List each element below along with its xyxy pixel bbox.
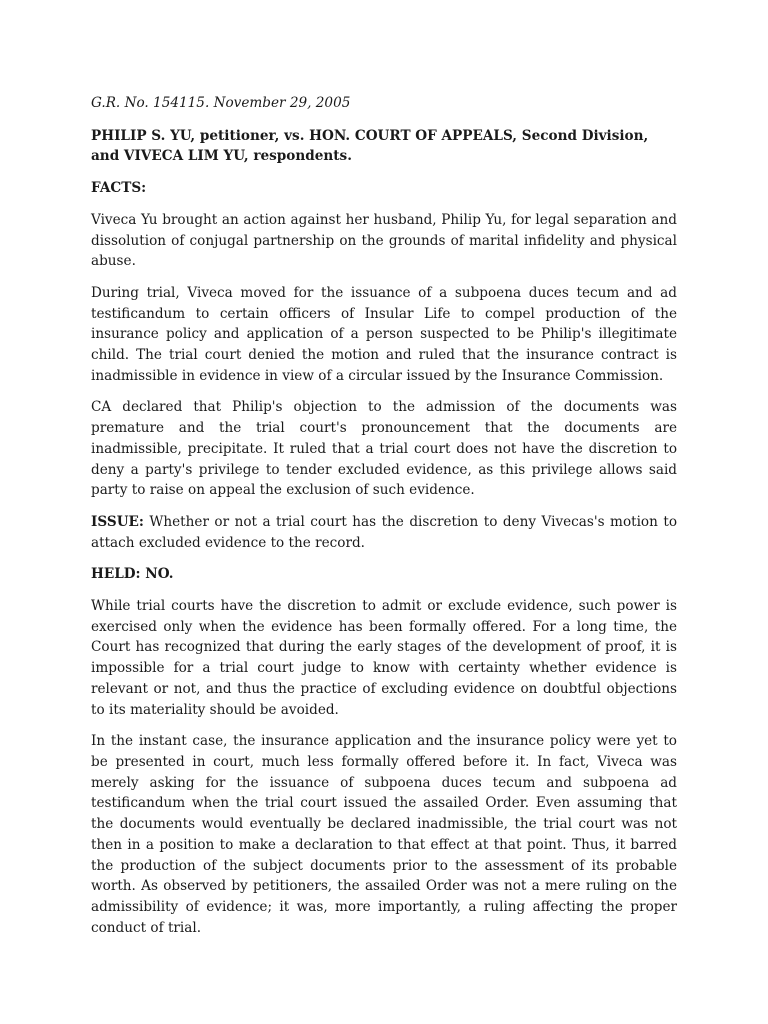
facts-paragraph: Viveca Yu brought an action against her husband, Philip Yu, for legal separation and dissolution of conjugal partnership on the grounds of marital infidelity and physical abuse.	[91, 211, 677, 270]
held-heading: HELD: NO.	[91, 566, 174, 583]
issue-text: Whether or not a trial court has the discretion to deny Vivecas's motion to attach excluded evidence to the record.	[91, 513, 677, 551]
case-parties: PHILIP S. YU, petitioner, vs. HON. COURT OF APPEALS, Second Division, and VIVECA LIM YU, respondents.	[91, 127, 649, 165]
held-paragraph: While trial courts have the discretion to admit or exclude evidence, such power is exercised only when the evidence has been formally offered. For a long time, the Court has recognized that during the early stages of the development of proof, it is impossible for a trial court judge to know with certainty whether evidence is relevant or not, and thus the practice of excluding evidence on doubtful objections to its materiality should be avoided.	[91, 598, 677, 718]
case-citation: G.R. No. 154115. November 29, 2005	[91, 95, 351, 111]
facts-paragraph: CA declared that Philip's objection to the admission of the documents was premature and the trial court's pronouncement that the documents are inadmissible, precipitate. It ruled that a trial court does not have the discretion to deny a party's privilege to tender excluded evidence, as this privilege allows said party to raise on appeal the exclusion of such evidence.	[91, 399, 677, 499]
facts-paragraph: During trial, Viveca moved for the issuance of a subpoena duces tecum and ad testificandum to certain officers of Insular Life to compel production of the insurance policy and application of a person suspected to be Philip's illegitimate child. The trial court denied the motion and ruled that the insurance contract is inadmissible in evidence in view of a circular issued by the Insurance Commission.	[91, 284, 677, 384]
issue-paragraph	[91, 512, 677, 553]
issue-label: ISSUE:	[91, 513, 144, 530]
facts-heading: FACTS:	[91, 180, 147, 197]
held-paragraph: In the instant case, the insurance application and the insurance policy were yet to be presented in court, much less formally offered before it. In fact, Viveca was merely asking for the issuance of subpoena duces tecum and subpoena ad testificandum when the trial court issued the assailed Order. Even assuming that the documents would eventually be declared inadmissible, the trial court was not then in a position to make a declaration to that effect at that point. Thus, it barred the production of the subject documents prior to the assessment of its probable worth. As observed by petitioners, the assailed Order was not a mere ruling on the admissibility of evidence; it was, more importantly, a ruling affecting the proper conduct of trial.	[91, 733, 677, 936]
